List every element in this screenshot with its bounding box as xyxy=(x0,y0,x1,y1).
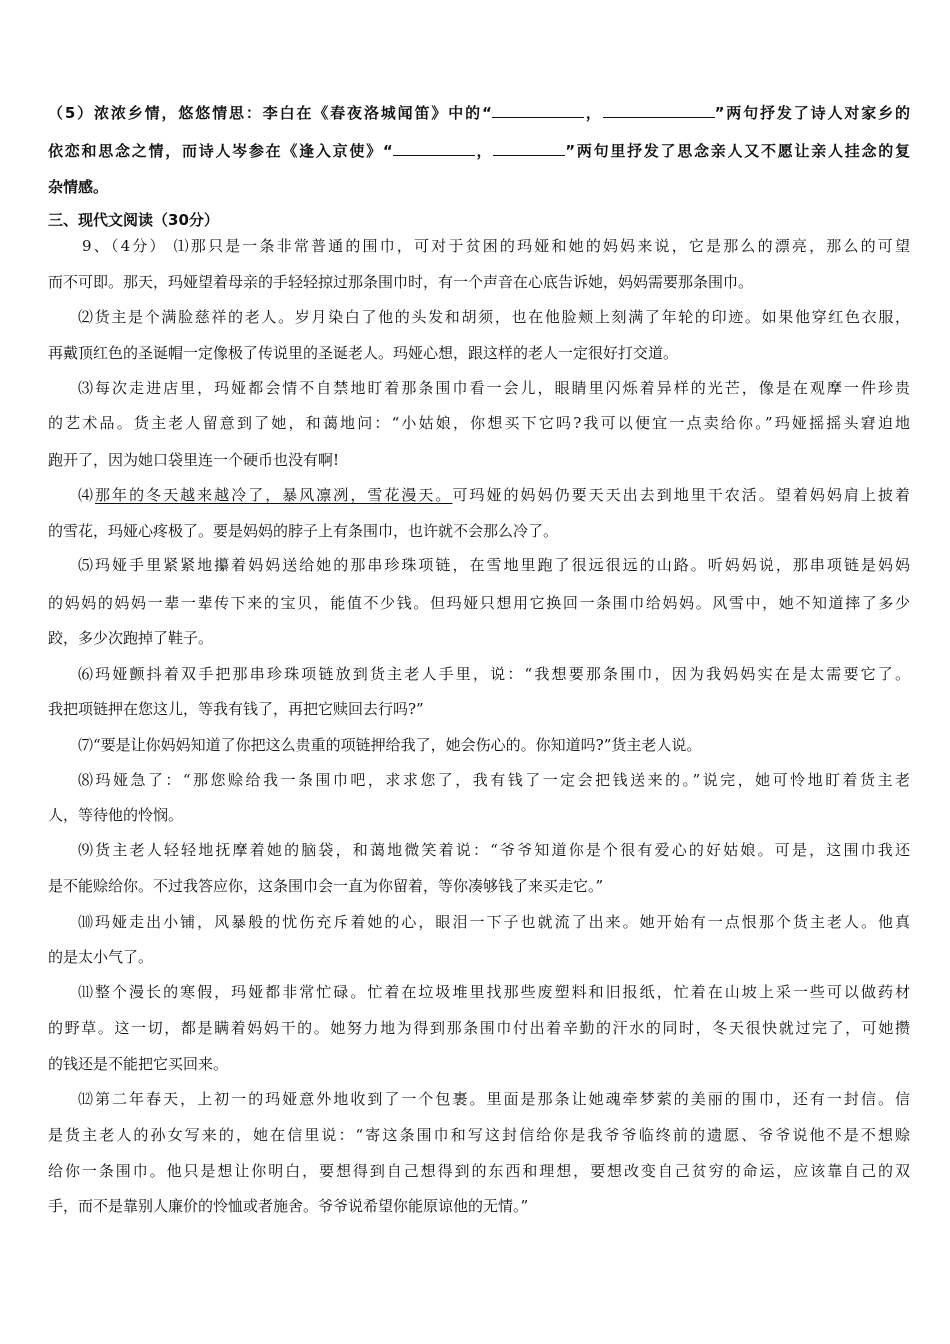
q5-line-2: 依恋和思念之情，而诗人岑参在《逢入京使》“ ， ”两句里抒发了思念亲人又不愿让亲人挂念的复 xyxy=(48,142,910,160)
q5-text: （5）浓浓乡情，悠悠情思：李白在《春夜洛城闻笛》中的“ xyxy=(48,104,492,122)
paragraph-line: ⑶每次走进店里，玛娅都会情不自禁地盯着那条围巾看一会儿，眼睛里闪烁着异样的光芒，像是在观摩一件珍贵 xyxy=(78,379,910,397)
answer-blank[interactable] xyxy=(603,102,715,118)
paragraph-line: ⑾整个漫长的寒假，玛娅都非常忙碌。忙着在垃圾堆里找那些废塑料和旧报纸，忙着在山坡上采一些可以做药材 xyxy=(78,983,910,1001)
paragraph-line: ⑵货主是个满脸慈祥的老人。岁月染白了他的头发和胡须，也在他脸颊上刻满了年轮的印迹。如果他穿红色衣服， xyxy=(78,308,910,326)
paragraph-line: ⑷那年的冬天越来越冷了，暴风凛冽，雪花漫天。可玛娅的妈妈仍要天天出去到地里干农活。望着妈妈肩上披着 xyxy=(78,486,910,504)
section-title: 三、现代文阅读（30分） xyxy=(48,211,219,229)
paragraph-line: 的野草。这一切，都是瞒着妈妈干的。她努力地为得到那条围巾付出着辛勤的汗水的同时，冬天很快就过完了，可她攒 xyxy=(48,1019,910,1037)
paragraph-line: ⑺“要是让你妈妈知道了你把这么贵重的项链押给我了，她会伤心的。你知道吗?”货主老人说。 xyxy=(78,736,702,754)
paragraph-line: 手，而不是靠别人廉价的怜恤或者施舍。爷爷说希望你能原谅他的无情。” xyxy=(48,1197,529,1215)
paragraph-line: 跤，多少次跑掉了鞋子。 xyxy=(48,629,214,647)
paragraph-line: 人，等待他的怜悯。 xyxy=(48,806,184,824)
answer-blank[interactable] xyxy=(393,140,475,156)
paragraph-line: 而不可即。那天，玛娅望着母亲的手轻轻掠过那条围巾时，有一个声音在心底告诉她，妈妈需要那条围巾。 xyxy=(48,273,754,291)
paragraph-line: 的钱还是不能把它买回来。 xyxy=(48,1055,229,1073)
underlined-sentence: 那年的冬天越来越冷了，暴风凛冽，雪花漫天。 xyxy=(95,486,453,504)
paragraph-line: 9、（4分） ⑴那只是一条非常普通的围巾，可对于贫困的玛娅和她的妈妈来说，它是那么的漂亮，那么的可望 xyxy=(82,237,910,255)
paragraph-line: 我把项链押在您这儿，等我有钱了，再把它赎回去行吗?” xyxy=(48,700,424,718)
paragraph-line: 的是太小气了。 xyxy=(48,948,154,966)
paragraph-line: 跑开了，因为她口袋里连一个硬币也没有啊! xyxy=(48,451,340,469)
paragraph-line: ⑽玛娅走出小铺，风暴般的忧伤充斥着她的心，眼泪一下子也就流了出来。她开始有一点恨那个货主老人。他真 xyxy=(78,913,910,931)
paragraph-line: ⑿第二年春天，上初一的玛娅意外地收到了一个包裹。里面是那条让她魂牵梦萦的美丽的围巾，还有一封信。信 xyxy=(78,1090,910,1108)
paragraph-line: ⑻玛娅急了：“那您赊给我一条围巾吧，求求您了，我有钱了一定会把钱送来的。”说完，她可怜地盯着货主老 xyxy=(78,771,910,789)
paragraph-line: 的艺术品。货主老人留意到了她，和蔼地问：“小姑娘，你想买下它吗?我可以便宜一点卖给你。”玛娅摇摇头窘迫地 xyxy=(48,414,910,432)
paragraph-line: 的妈妈的妈妈一辈一辈传下来的宝贝，能值不少钱。但玛娅只想用它换回一条围巾给妈妈。风雪中，她不知道摔了多少 xyxy=(48,594,910,612)
paragraph-line: 的雪花，玛娅心疼极了。要是妈妈的脖子上有条围巾，也许就不会那么冷了。 xyxy=(48,522,559,540)
paragraph-line: 是不能赊给你。不过我答应你，这条围巾会一直为你留着，等你凑够钱了来买走它。” xyxy=(48,877,604,895)
paragraph-line: 给你一条围巾。他只是想让你明白，要想得到自己想得到的东西和理想，要想改变自己贫穷的命运，应该靠自己的双 xyxy=(48,1162,910,1180)
paragraph-line: 是货主老人的孙女写来的，她在信里说：“寄这条围巾和写这封信给你是我爷爷临终前的遗愿、爷爷说他不是不想赊 xyxy=(48,1126,910,1144)
answer-blank[interactable] xyxy=(492,102,584,118)
paragraph-line: ⑹玛娅颤抖着双手把那串珍珠项链放到货主老人手里，说：“我想要那条围巾，因为我妈妈实在是太需要它了。 xyxy=(78,665,910,683)
q5-line-3: 杂情感。 xyxy=(48,178,109,196)
paragraph-line: 再戴顶红色的圣诞帽一定像极了传说里的圣诞老人。玛娅心想，跟这样的老人一定很好打交道。 xyxy=(48,344,679,362)
q5-line-1: （5）浓浓乡情，悠悠情思：李白在《春夜洛城闻笛》中的“ ， ”两句抒发了诗人对家乡的 xyxy=(48,104,910,122)
answer-blank[interactable] xyxy=(493,140,565,156)
paragraph-line: ⑸玛娅手里紧紧地攥着妈妈送给她的那串珍珠项链，在雪地里跑了很远很远的山路。听妈妈说，那串项链是妈妈 xyxy=(78,556,910,574)
paragraph-line: ⑼货主老人轻轻地抚摩着她的脑袋，和蔼地微笑着说：“爷爷知道你是个很有爱心的好姑娘。可是，这围巾我还 xyxy=(78,841,910,859)
